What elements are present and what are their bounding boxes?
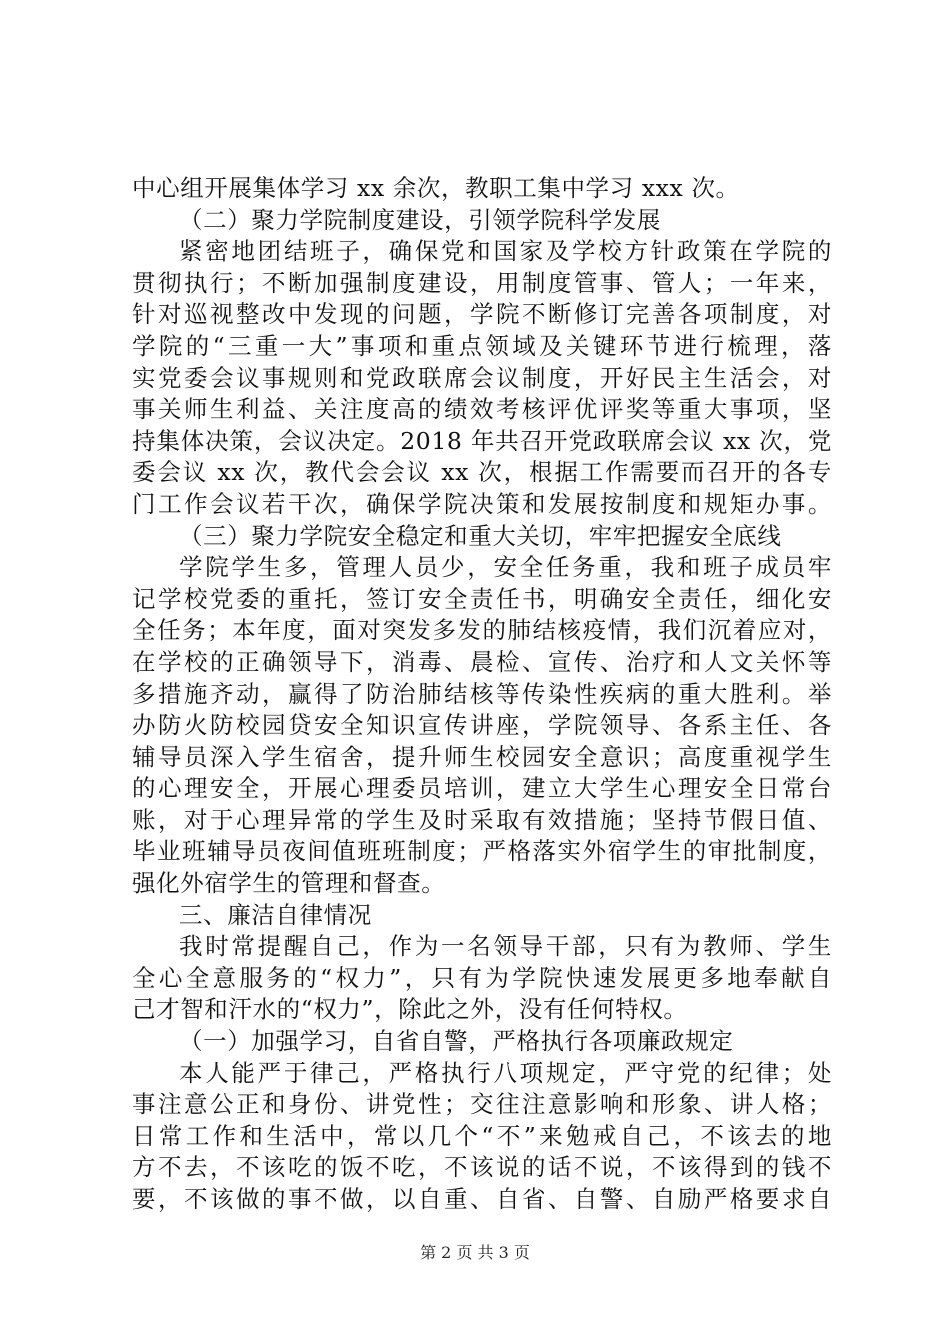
text-line: 毕业班辅导员夜间值班班制度；严格落实外宿学生的审批制度， bbox=[132, 837, 832, 866]
text-line: 我时常提醒自己，作为一名领导干部，只有为教师、学生 bbox=[179, 932, 832, 961]
text-line: （一）加强学习，自省自警，严格执行各项廉政规定 bbox=[179, 1027, 734, 1056]
text-line: 要，不该做的事不做，以自重、自省、自警、自励严格要求自 bbox=[132, 1185, 832, 1213]
text-line: 辅导员深入学生宿舍，提升师生校园安全意识；高度重视学生 bbox=[132, 742, 832, 771]
text-line: 方不去，不该吃的饭不吃，不该说的话不说，不该得到的钱不 bbox=[132, 1153, 832, 1182]
text-line: 的心理安全，开展心理委员培训，建立大学生心理安全日常台 bbox=[132, 774, 832, 803]
text-line: 记学校党委的重托，签订安全责任书，明确安全责任，细化安 bbox=[132, 584, 832, 613]
text-line: 紧密地团结班子，确保党和国家及学校方针政策在学院的 bbox=[179, 237, 832, 266]
text-line: 强化外宿学生的管理和督查。 bbox=[132, 869, 446, 898]
text-line: 全任务；本年度，面对突发多发的肺结核疫情，我们沉着应对， bbox=[132, 616, 832, 645]
text-line: 事注意公正和身份、讲党性；交往注意影响和形象、讲人格； bbox=[132, 1090, 832, 1119]
page-footer: 第 2 页 共 3 页 bbox=[420, 1243, 530, 1262]
text-line: 多措施齐动，赢得了防治肺结核等传染性疾病的重大胜利。举 bbox=[132, 679, 832, 708]
text-line: （三）聚力学院安全稳定和重大关切，牢牢把握安全底线 bbox=[179, 521, 782, 550]
text-line: 贯彻执行；不断加强制度建设，用制度管事、管人；一年来， bbox=[132, 268, 832, 297]
text-line: 中心组开展集体学习 xx 余次，教职工集中学习 xxx 次。 bbox=[132, 174, 740, 202]
text-line: 持集体决策，会议决定。2018 年共召开党政联席会议 xx 次，党 bbox=[132, 426, 832, 455]
text-line: 日常工作和生活中，常以几个“不”来勉戒自己，不该去的地 bbox=[132, 1121, 832, 1150]
text-line: 门工作会议若干次，确保学院决策和发展按制度和规矩办事。 bbox=[132, 489, 832, 518]
text-line: 委会议 xx 次，教代会会议 xx 次，根据工作需要而召开的各专 bbox=[132, 458, 832, 487]
text-line: 全心全意服务的“权力”，只有为学院快速发展更多地奉献自 bbox=[132, 963, 832, 992]
text-line: 账，对于心理异常的学生及时采取有效措施；坚持节假日值、 bbox=[132, 805, 832, 834]
text-line: 本人能严于律己，严格执行八项规定，严守党的纪律；处 bbox=[179, 1058, 832, 1087]
text-line: 在学校的正确领导下，消毒、晨检、宣传、治疗和人文关怀等 bbox=[132, 647, 832, 676]
text-line: 事关师生利益、关注度高的绩效考核评优评奖等重大事项，坚 bbox=[132, 395, 832, 424]
text-line: 三、廉洁自律情况 bbox=[179, 900, 372, 929]
text-line: （二）聚力学院制度建设，引领学院科学发展 bbox=[179, 205, 661, 234]
document-body bbox=[132, 173, 832, 1216]
text-line: 办防火防校园贷安全知识宣传讲座，学院领导、各系主任、各 bbox=[132, 711, 832, 740]
text-line: 己才智和汗水的“权力”，除此之外，没有任何特权。 bbox=[132, 995, 688, 1024]
text-line: 实党委会议事规则和党政联席会议制度，开好民主生活会，对 bbox=[132, 363, 832, 392]
text-line: 学院的“三重一大”事项和重点领域及关键环节进行梳理，落 bbox=[132, 331, 832, 360]
text-line: 学院学生多，管理人员少，安全任务重，我和班子成员牢 bbox=[179, 553, 832, 582]
text-line: 针对巡视整改中发现的问题，学院不断修订完善各项制度，对 bbox=[132, 300, 832, 329]
